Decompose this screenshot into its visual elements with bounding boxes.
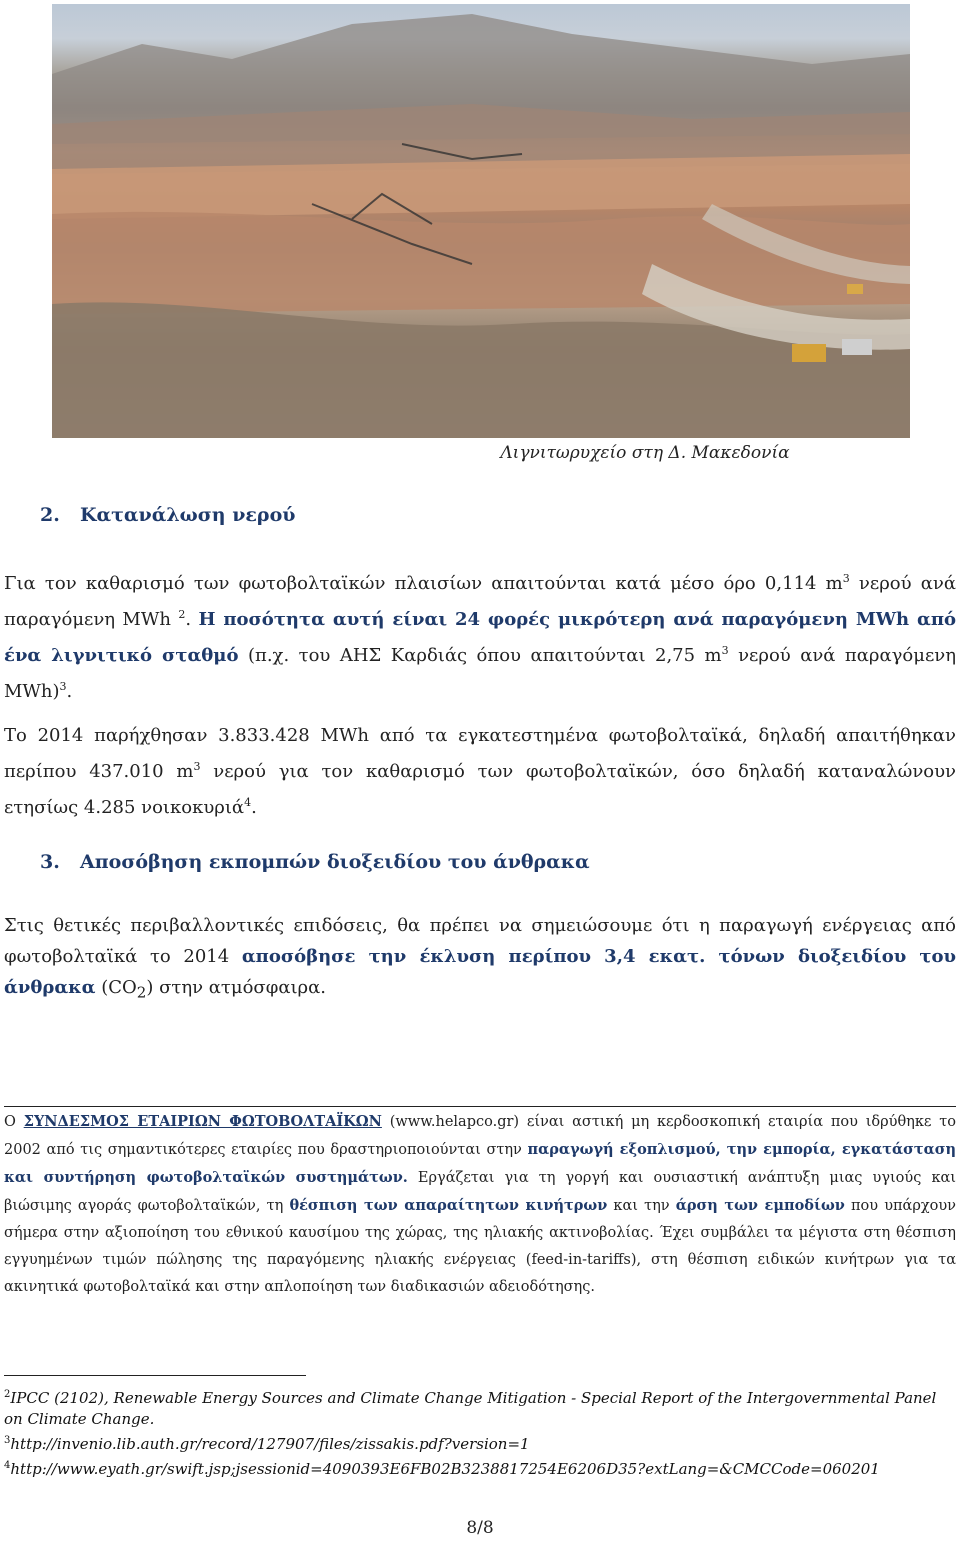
association-top-rule xyxy=(4,1106,956,1107)
section-3-heading xyxy=(40,851,590,873)
co2-avoidance-highlight: αποσόβησε την έκλυση περίπου 3,4 εκατ. τόνων διοξειδίου του άνθρακα xyxy=(4,946,956,998)
association-description: Ο ΣΥΝΔΕΣΜΟΣ ΕΤΑΙΡΙΩΝ ΦΩΤΟΒΟΛΤΑΪΚΩΝ (www.helapco.gr) είναι αστική μη κερδοσκοπική εταιρία που ιδρύθηκε το 2002 από τις σημαντικότερες εταιρίες που δραστηριοποιούνται στην παραγωγή εξοπλισμού, την εμπορία, εγκατάσταση και συντήρηση φωτοβολταϊκών συστημάτων. Εργάζεται για τη γοργή και ουσιαστική ανάπτυξη μιας υγιούς και βιώσιμης αγοράς φωτοβολταϊκών, τη θέσπιση των απαραίτητων κινήτρων και την άρση των εμποδίων που υπάρχουν σήμερα στην αξιοποίηση του εθνικού καυσίμου της χώρας, της ηλιακής ακτινοβολίας. Έχει συμβάλει τα μέγιστα στη θέσπιση εγγυημένων τιμών πώλησης της παραγόμενης ηλιακής ενέργειας (feed-in-tariffs), στη θέσπιση ειδικών κινήτρων για τα ακινητικά φωτοβολταϊκά και στην απλοποίηση των διαδικασιών αδειοδότησης. xyxy=(4,1113,957,1295)
section-3-paragraph: Στις θετικές περιβαλλοντικές επιδόσεις, θα πρέπει να σημειώσουμε ότι η παραγωγή ενέργειας από φωτοβολταϊκά το 2014 αποσόβησε την έκλυση περίπου 3,4 εκατ. τόνων διοξειδίου του άνθρακα $(CO_2)$ στην ατμόσφαιρα. xyxy=(4,915,956,1002)
association-name: ΣΥΝΔΕΣΜΟΣ ΕΤΑΙΡΙΩΝ ΦΩΤΟΒΟΛΤΑΪΚΩΝ xyxy=(23,1113,382,1130)
lignite-mine-photo xyxy=(52,4,910,438)
footnote-3[interactable]: $^3$http://invenio.lib.auth.gr/record/127907/files/zissakis.pdf?version=1 xyxy=(4,1435,530,1453)
mine-illustration xyxy=(52,4,910,438)
section-2-title: Κατανάλωση νερού xyxy=(80,504,296,526)
figure-caption: Λιγνιτωρυχείο στη Δ. Μακεδονία xyxy=(500,443,790,463)
footnote-4[interactable]: $^4$http://www.eyath.gr/swift.jsp;jsessionid=4090393E6FB02B3238817254E6206D35?extLang=&CMCCode=060201 xyxy=(4,1460,880,1478)
footnote-2: $^2$IPCC (2102), Renewable Energy Sources and Climate Change Mitigation - Special Report of the Intergovernmental Panel on Climate Change. xyxy=(4,1389,937,1428)
section-2-heading xyxy=(40,504,295,526)
section-2-paragraph-1: Για τον καθαρισμό των φωτοβολταϊκών πλαισίων απαιτούνται κατά μέσο όρο 0,114 $m^3$ νερού ανά παραγόμενη MWh $^2$. Η ποσότητα αυτή είναι 24 φορές μικρότερη ανά παραγόμενη MWh από ένα λιγνιτικό σταθμό (π.χ. του ΑΗΣ Καρδιάς όπου απαιτούνται 2,75 $m^3$ νερού ανά παραγόμενη MWh)$^3$. xyxy=(4,572,957,702)
page-number: 8/8 xyxy=(466,1518,494,1538)
water-comparison-highlight: Η ποσότητα αυτή είναι 24 φορές μικρότερη ανά παραγόμενη MWh από ένα λιγνιτικό σταθμό xyxy=(4,609,956,666)
section-2-number: 2. xyxy=(40,504,60,526)
section-2-paragraph-2: Το 2014 παρήχθησαν 3.833.428 MWh από τα εγκατεστημένα φωτοβολταϊκά, δηλαδή απαιτήθηκαν περίπου 437.010 $m^3$ νερού για τον καθαρισμό των φωτοβολταϊκών, όσο δηλαδή καταναλώνουν ετησίως 4.285 νοικοκυριά$^4$. xyxy=(4,725,956,818)
section-3-title: Αποσόβηση εκπομπών διοξειδίου του άνθρακα xyxy=(80,851,590,873)
footnotes xyxy=(4,1384,956,1480)
section-3-number: 3. xyxy=(40,851,60,873)
footnote-separator xyxy=(4,1375,306,1376)
